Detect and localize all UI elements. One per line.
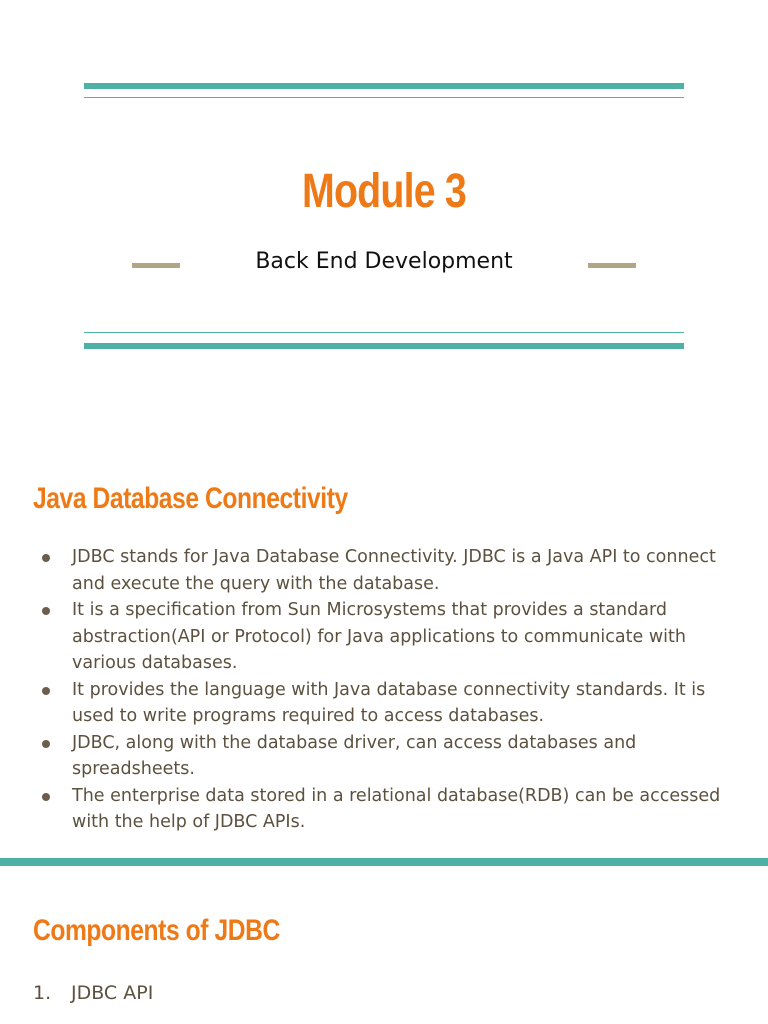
list-item: [38, 597, 738, 677]
bottom-thin-rule: [84, 332, 684, 333]
module-title: Module 3: [301, 165, 466, 218]
item-label: JDBC API: [71, 982, 154, 1004]
bullet-text: JDBC stands for Java Database Connectivity. JDBC is a Java API to connect and execute the query with the database.: [72, 547, 716, 594]
bullet-text: JDBC, along with the database driver, can access databases and spreadsheets.: [72, 732, 637, 779]
bullet-text: It provides the language with Java database connectivity standards. It is used to write programs required to access databases.: [72, 679, 706, 726]
bullet-text: The enterprise data stored in a relational database(RDB) can be accessed with the help of JDBC APIs.: [72, 785, 721, 832]
list-item: [38, 783, 738, 836]
bullet-dot-icon: [42, 687, 50, 695]
bottom-thick-rule: [84, 343, 684, 349]
components-numbered-list: [33, 978, 153, 1008]
list-item: [38, 677, 738, 730]
list-item: [33, 978, 153, 1008]
bullet-dot-icon: [42, 740, 50, 748]
jdbc-section-heading: Java Database Connectivity: [33, 482, 348, 515]
right-decorative-dash: [588, 263, 636, 268]
top-thick-rule: [84, 83, 684, 89]
list-item: [38, 730, 738, 783]
list-item: [38, 544, 738, 597]
top-thin-rule: [84, 97, 684, 98]
bullet-dot-icon: [42, 607, 50, 615]
bullet-text: It is a specification from Sun Microsystems that provides a standard abstraction(API or Protocol) for Java applications to communicate with various databases.: [72, 600, 686, 673]
item-number: 1.: [33, 982, 52, 1004]
module-subtitle: Back End Development: [255, 249, 513, 274]
jdbc-bullet-list: [38, 544, 738, 836]
bullet-dot-icon: [42, 554, 50, 562]
slide-divider-band: [0, 858, 768, 866]
components-section-heading: Components of JDBC: [33, 914, 280, 947]
bullet-dot-icon: [42, 793, 50, 801]
